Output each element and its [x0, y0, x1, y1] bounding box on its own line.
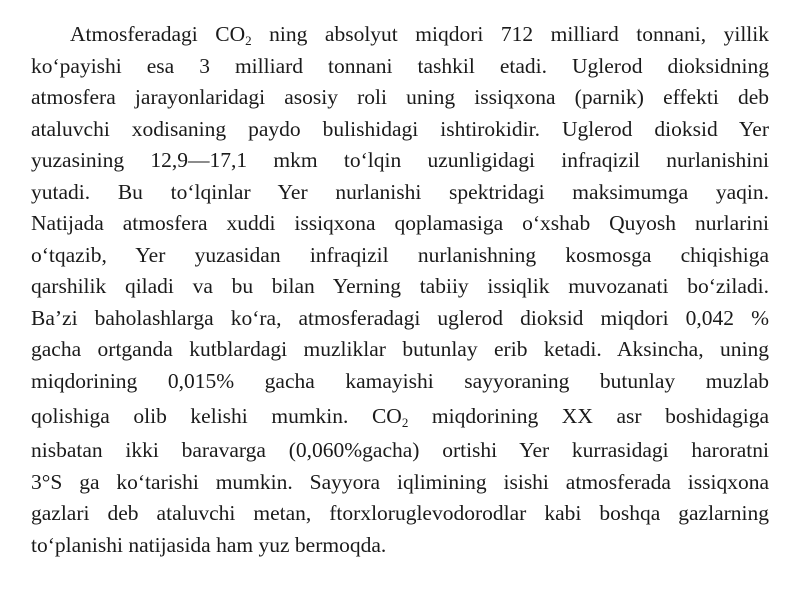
paragraph-line-16: gazlari deb ataluvchi metan, ftorxloruglevodorodlar kabi boshqa gazlarning — [31, 501, 769, 525]
paragraph-line-2: ko‘payishi esa 3 milliard tonnani tashkil etadi. Uglerod dioksidning — [31, 53, 769, 78]
document-page — [31, 19, 769, 561]
paragraph-line-14: nisbatan ikki baravarga (0,060%gacha) ortishi Yer kurrasidagi haroratni — [31, 438, 769, 462]
paragraph-line-6: yutadi. Bu to‘lqinlar Yer nurlanishi spektridagi maksimumga yaqin. — [31, 179, 769, 204]
paragraph-line-9: qarshilik qiladi va bu bilan Yerning tabiiy issiqlik muvozanati bo‘ziladi. — [31, 274, 769, 298]
paragraph-line-17: to‘planishi natijasida ham yuz bermoqda. — [31, 532, 387, 557]
text-run: Atmosferadagi CO — [70, 22, 246, 46]
paragraph-line-11: gacha ortganda kutblardagi muzliklar butunlay erib ketadi. Aksincha, uning — [31, 337, 769, 361]
text-run: miqdorining XX asr boshidagiga — [408, 404, 769, 428]
paragraph-line-12: miqdorining 0,015% gacha kamayishi sayyoraning butunlay muzlab — [31, 368, 769, 393]
subscript-2: 2 — [245, 33, 252, 48]
paragraph-line-10: Ba’zi baholashlarga ko‘ra, atmosferadagi uglerod dioksid miqdori 0,042 % — [31, 305, 769, 330]
paragraph-line-5: yuzasining 12,9—17,1 mkm to‘lqin uzunligidagi infraqizil nurlanishini — [31, 148, 769, 172]
text-run: qolishiga olib kelishi mumkin. CO — [31, 404, 402, 428]
paragraph-line-3: atmosfera jarayonlaridagi asosiy roli uning issiqxona (parnik) effekti deb — [31, 85, 769, 109]
subscript-2: 2 — [401, 415, 409, 430]
paragraph-line-15: 3°S ga ko‘tarishi mumkin. Sayyora iqlimining isishi atmosferada issiqxona — [31, 469, 769, 494]
paragraph-line-7: Natijada atmosfera xuddi issiqxona qoplamasiga o‘xshab Quyosh nurlarini — [31, 211, 769, 235]
paragraph-line-4: ataluvchi xodisaning paydo bulishidagi ishtirokidir. Uglerod dioksid Yer — [31, 116, 769, 141]
paragraph-line-1 — [31, 19, 769, 51]
paragraph-line-8: o‘tqazib, Yer yuzasidan infraqizil nurlanishning kosmosga chiqishiga — [31, 242, 769, 267]
text-run: ning absolyut miqdori 712 milliard tonnani, yillik — [251, 22, 769, 46]
paragraph-line-13 — [31, 397, 769, 435]
